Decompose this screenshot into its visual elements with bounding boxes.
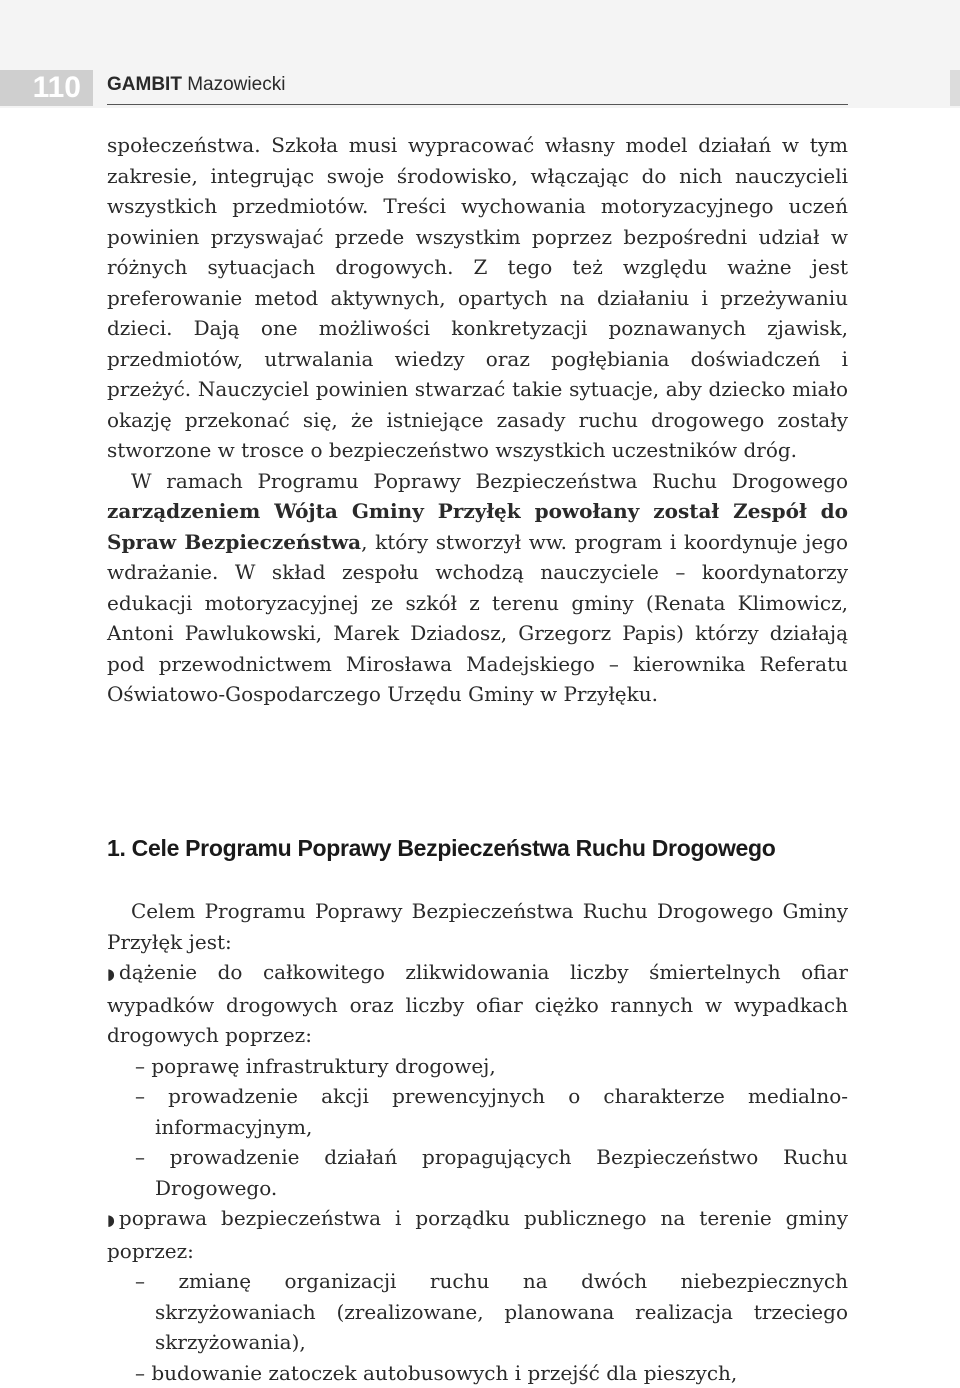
goals-section: [107, 896, 848, 1388]
goals-intro: Celem Programu Poprawy Bezpieczeństwa Ruchu Drogowego Gminy Przyłęk jest:: [107, 896, 848, 957]
sub-item: [107, 1358, 848, 1388]
sub-item-text: budowanie zatoczek autobusowych i przejść dla pieszych,: [151, 1361, 737, 1385]
sub-item-text: prowadzenie akcji prewencyjnych o charakterze medialno-informacyjnym,: [155, 1084, 848, 1139]
header-rule: [107, 104, 848, 105]
paragraph-2-end: , który stworzył ww. program i koordynuje jego wdrażanie. W skład zespołu wchodzą nauczyciele – koordynatorzy edukacji motoryzacyjnej ze szkół z terenu gminy (Renata Klimowicz, Antoni Pawlukowski, Marek Dziadosz, Grzegorz Papis) którzy działają pod przewodnictwem Mirosława Madejskiego – kierownika Referatu Oświatowo-Gospodarczego Urzędu Gminy w Przyłęku.: [107, 530, 848, 707]
paragraph-2-bold: zarządzeniem Wójta Gminy Przyłęk powołany został Zespół do Spraw Bezpieczeństwa: [107, 499, 848, 554]
running-header: [107, 74, 285, 96]
region-name: Mazowiecki: [187, 74, 285, 95]
sub-item-text: zmianę organizacji ruchu na dwóch niebezpiecznych skrzyżowaniach (zrealizowane, planowana realizacja trzeciego skrzyżowania),: [155, 1269, 848, 1354]
brand-name: GAMBIT: [107, 74, 182, 95]
paragraph-1: społeczeństwa. Szkoła musi wypracować własny model działań w tym zakresie, integrując swoje środowisko, włączając do nich nauczycieli wszystkich przedmiotów. Treści wychowania motoryzacyjnego uczeń powinien przyswajać przede wszystkim poprzez bezpośredni udział w różnych sytuacjach drogowych. Z tego też względu ważne jest preferowanie metod aktywnych, opartych na działaniu i przeżywaniu dzieci. Dają one możliwości konkretyzacji poznawanych zjawisk, przedmiotów, utrwalania wiedzy oraz pogłębiania doświadczeń i przeżyć. Nauczyciel powinien stwarzać takie sytuacje, aby dziecko miało okazję przekonać się, że istniejące zasady ruchu drogowego zostały stworzone w trosce o bezpieczeństwo wszystkich uczestników dróg.: [107, 130, 848, 466]
paragraph-2-start: W ramach Programu Poprawy Bezpieczeństwa Ruchu Drogowego: [131, 469, 848, 493]
dash-glyph: –: [135, 1084, 145, 1108]
paragraph-2: [107, 466, 848, 710]
edge-tab: [950, 70, 960, 106]
goal-text: dążenie do całkowitego zlikwidowania liczby śmiertelnych ofiar wypadków drogowych oraz liczby ofiar ciężko rannych w wypadkach drogowych poprzez:: [107, 960, 848, 1047]
section-heading: 1. Cele Programu Poprawy Bezpieczeństwa Ruchu Drogowego: [107, 835, 776, 862]
sub-item: [107, 1051, 848, 1082]
goal-item: [107, 957, 848, 1051]
sub-item: [107, 1081, 848, 1142]
goal-text: poprawa bezpieczeństwa i porządku publicznego na terenie gminy poprzez:: [107, 1206, 848, 1263]
half-circle-bullet-icon: ◗: [107, 1211, 115, 1229]
sub-item-text: poprawę infrastruktury drogowej,: [151, 1054, 495, 1078]
dash-glyph: –: [135, 1269, 145, 1293]
dash-glyph: –: [135, 1054, 145, 1078]
sub-item: [107, 1142, 848, 1203]
dash-glyph: –: [135, 1145, 145, 1169]
half-circle-bullet-icon: ◗: [107, 965, 115, 983]
sub-item-text: prowadzenie działań propagujących Bezpieczeństwo Ruchu Drogowego.: [155, 1145, 848, 1200]
body-text: [107, 130, 848, 710]
page-number: 110: [0, 70, 93, 106]
dash-glyph: –: [135, 1361, 145, 1385]
goal-item: [107, 1203, 848, 1266]
sub-item: [107, 1266, 848, 1358]
